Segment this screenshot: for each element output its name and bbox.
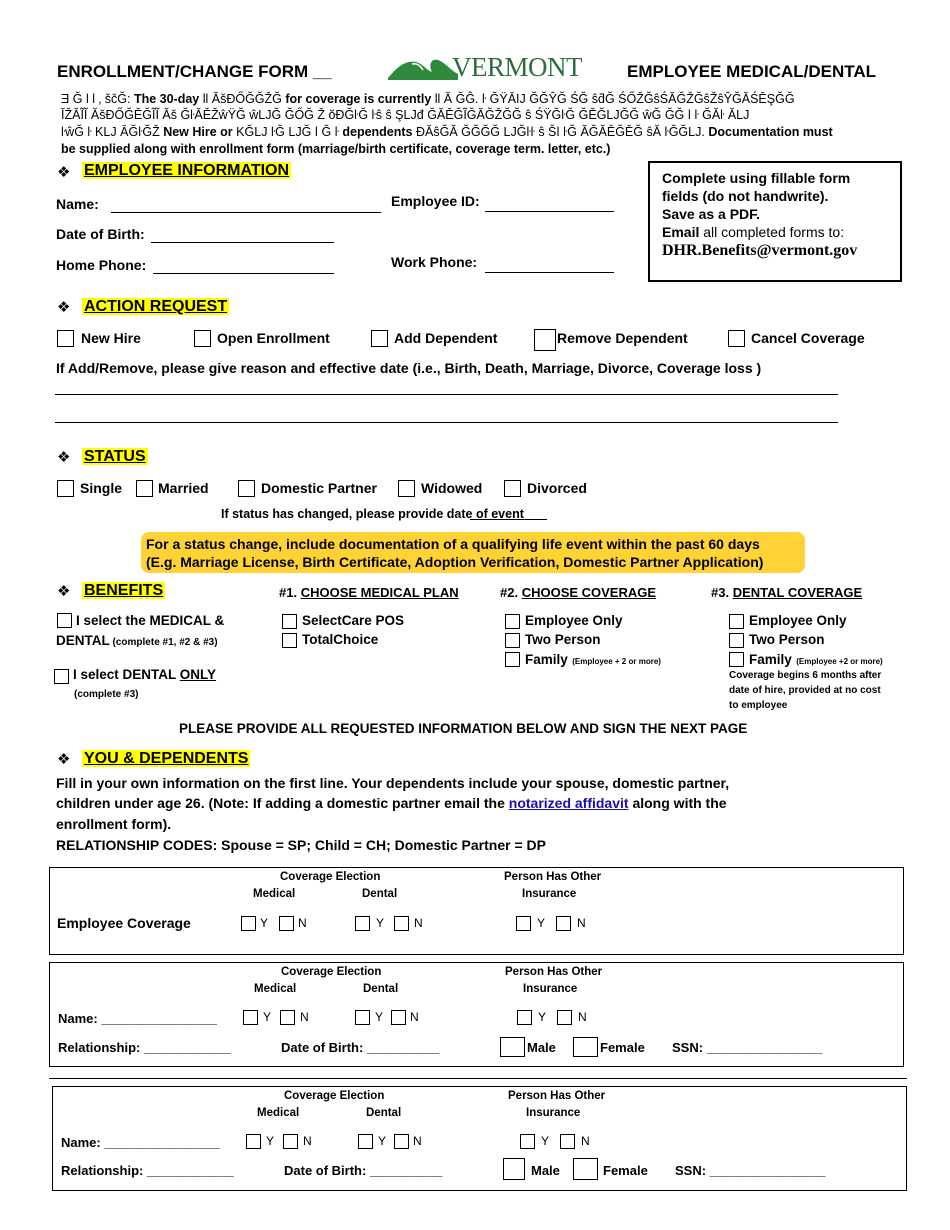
checkbox-dep1-female[interactable] <box>573 1037 598 1057</box>
notice-text: The 30-day <box>133 92 200 106</box>
notice-garbled-3: ll Ă ĞĜ. ŀ ĞŸĂIJ ĞĞŶĞ ŚĞ ŝƌĞ ŚŐŽĞŝŚĂĞŽĞŝŽŝŶĞĂŚĚŞĞĞ <box>431 92 795 106</box>
coverage-election-label: Coverage Election <box>284 1090 385 1102</box>
other-insurance-label: Insurance <box>526 1107 581 1119</box>
work-phone-label: Work Phone: <box>391 254 478 270</box>
option-label: I select DENTAL <box>73 667 180 682</box>
diamond-bullet-icon: ❖ <box>57 583 71 600</box>
dental-only-label <box>73 667 216 682</box>
option-label: Family <box>749 652 792 667</box>
diamond-bullet-icon: ❖ <box>57 751 71 768</box>
coverage-heading: #2. CHOOSE COVERAGE <box>500 585 657 600</box>
checkbox-emp-dental-yes[interactable] <box>355 916 370 931</box>
form-title: ENROLLMENT/CHANGE FORM __ <box>57 62 332 81</box>
option-label: Divorced <box>527 480 587 496</box>
checkbox-dental-only[interactable] <box>54 669 69 684</box>
notice-garbled-4: ŀŵĞ ŀ KǇ ĀĞŀĞŽ <box>61 125 164 139</box>
provide-all-instruction: PLEASE PROVIDE ALL REQUESTED INFORMATION BELOW AND SIGN THE NEXT PAGE <box>179 721 748 736</box>
checkbox-dep1-male[interactable] <box>500 1037 525 1057</box>
employee-id-label: Employee ID: <box>391 193 480 209</box>
option-label: Married <box>158 480 209 496</box>
checkbox-dep2-other-yes[interactable] <box>520 1134 535 1149</box>
notarized-affidavit-link[interactable]: notarized affidavit <box>508 795 629 811</box>
name-label: Name: <box>56 196 99 212</box>
yes-label: Y <box>538 1010 547 1024</box>
coverage-election-label: Coverage Election <box>281 966 382 978</box>
email-word: Email <box>662 224 700 240</box>
dependent-ssn-field[interactable]: SSN: ________________ <box>675 1163 826 1178</box>
other-insurance-label: Insurance <box>523 983 578 995</box>
no-label: N <box>414 916 423 930</box>
checkbox-coverage-family[interactable] <box>505 652 520 667</box>
work-phone-field[interactable] <box>485 256 614 273</box>
diamond-bullet-icon: ❖ <box>57 449 71 466</box>
dependent-dob-field[interactable]: Date of Birth: __________ <box>281 1040 440 1055</box>
coverage-family-label <box>525 651 661 669</box>
notice-line-1 <box>61 91 861 107</box>
checkbox-divorced[interactable] <box>504 480 521 497</box>
dependents-text-2 <box>56 795 727 811</box>
checkbox-dep2-dental-yes[interactable] <box>358 1134 373 1149</box>
other-insurance-label: Person Has Other <box>504 871 602 883</box>
status-date-prompt: If status has changed, please provide date of event <box>221 507 524 521</box>
option-label: New Hire <box>81 330 141 346</box>
checkbox-coverage-employee-only[interactable] <box>505 614 520 629</box>
checkbox-dep1-medical-no[interactable] <box>280 1010 295 1025</box>
dental-note: date of hire, provided at no cost <box>729 685 881 696</box>
checkbox-single[interactable] <box>57 480 74 497</box>
yes-label: Y <box>376 916 385 930</box>
email-address[interactable]: DHR.Benefits@vermont.gov <box>662 242 858 259</box>
notice-garbled-2: ll ĂšĐŐĞĞŽĞ <box>199 92 286 106</box>
dental-coverage-heading: #3. DENTAL COVERAGE <box>711 585 863 600</box>
yes-label: Y <box>537 916 546 930</box>
dependent-box-2 <box>52 1086 907 1191</box>
notice-text: New Hire or <box>163 125 233 139</box>
checkbox-dep2-male[interactable] <box>503 1158 525 1180</box>
dental-label: Dental <box>366 1107 402 1119</box>
notice-line-4: be supplied along with enrollment form (marriage/birth certificate, coverage term. letter, etc.) <box>61 142 611 156</box>
dependents-text: children under age 26. (Note: If adding a domestic partner email the <box>56 795 509 811</box>
checkbox-emp-medical-no[interactable] <box>279 916 294 931</box>
checkbox-selectcare-pos[interactable] <box>282 614 297 629</box>
option-label: Single <box>80 480 123 496</box>
no-label: N <box>300 1010 309 1024</box>
section-action-request: ACTION REQUEST <box>84 298 228 315</box>
medical-plan-heading: #1. CHOOSE MEDICAL PLAN <box>279 585 459 600</box>
other-insurance-label: Person Has Other <box>505 966 603 978</box>
option-label: Two Person <box>525 632 601 647</box>
male-label: Male <box>531 1163 560 1178</box>
option-label: DENTAL <box>56 633 110 648</box>
checkbox-dep2-dental-no[interactable] <box>394 1134 409 1149</box>
checkbox-dental-two-person[interactable] <box>729 633 744 648</box>
dental-label: Dental <box>363 983 399 995</box>
section-status: STATUS <box>84 448 146 465</box>
notice-text: for coverage is currently <box>285 92 432 106</box>
option-label: I select the MEDICAL & <box>76 613 225 628</box>
other-insurance-label: Insurance <box>522 888 577 900</box>
instructions-box <box>648 161 902 282</box>
dental-label: Dental <box>362 888 398 900</box>
checkbox-totalchoice[interactable] <box>282 633 297 648</box>
option-label: Family <box>525 652 568 667</box>
checkbox-dep2-medical-no[interactable] <box>283 1134 298 1149</box>
option-label: TotalChoice <box>302 632 379 647</box>
checkbox-dental-employee-only[interactable] <box>729 614 744 629</box>
checkbox-domestic-partner[interactable] <box>238 480 255 497</box>
no-label: N <box>410 1010 419 1024</box>
diamond-bullet-icon: ❖ <box>57 299 71 316</box>
vermont-logo <box>388 52 582 82</box>
no-label: N <box>413 1134 422 1148</box>
option-label: Remove Dependent <box>557 330 688 346</box>
yes-label: Y <box>263 1010 272 1024</box>
dental-note: Coverage begins 6 months after <box>729 670 882 681</box>
employee-coverage-label: Employee Coverage <box>57 915 191 931</box>
option-note: (Employee +2 or more) <box>796 657 883 666</box>
medical-label: Medical <box>257 1107 300 1119</box>
option-note: (Employee + 2 or more) <box>572 657 661 666</box>
dob-label: Date of Birth: <box>56 226 145 242</box>
option-label: Domestic Partner <box>261 480 377 496</box>
checkbox-dep1-other-yes[interactable] <box>517 1010 532 1025</box>
notice-garbled-6: ĐĂŝĞĂ ĞĞĞĞ ǇĞŀŀ ŝ Šǀ ŀĞ ĂĞĂĚĞĚĞ ŝĂ ŀĞĞǇ. <box>412 125 709 139</box>
relationship-codes: RELATIONSHIP CODES: Spouse = SP; Child = CH; Domestic Partner = DP <box>56 837 546 853</box>
option-label: Two Person <box>749 632 825 647</box>
dependent-name-field[interactable]: Name: ________________ <box>61 1135 221 1150</box>
employee-coverage-box <box>49 867 904 955</box>
medical-label: Medical <box>253 888 296 900</box>
checkbox-dep2-medical-yes[interactable] <box>246 1134 261 1149</box>
yes-label: Y <box>260 916 269 930</box>
medical-dental-line-2 <box>56 632 218 650</box>
checkbox-married[interactable] <box>136 480 153 497</box>
checkbox-dep1-other-no[interactable] <box>557 1010 572 1025</box>
checkbox-cancel-coverage[interactable] <box>728 330 745 347</box>
employee-dob-field[interactable] <box>151 226 334 243</box>
email-rest: all completed forms to: <box>699 224 845 240</box>
dependents-text: Fill in your own information on the first line. Your dependents include your spouse, domestic partner, <box>56 775 730 791</box>
no-label: N <box>303 1134 312 1148</box>
form-subtitle: EMPLOYEE MEDICAL/DENTAL <box>627 62 877 81</box>
checkbox-emp-medical-yes[interactable] <box>241 916 256 931</box>
home-phone-label: Home Phone: <box>56 257 147 273</box>
notice-text: dependents <box>342 125 413 139</box>
checkbox-dep1-dental-yes[interactable] <box>355 1010 370 1025</box>
checkbox-medical-dental[interactable] <box>57 613 72 628</box>
coverage-election-label: Coverage Election <box>280 871 381 883</box>
notice-line-3 <box>61 124 861 140</box>
yes-label: Y <box>541 1134 550 1148</box>
notice-garbled-5: KĞǇ ŀĞ ǇĞ ǀ Ğ ŀ <box>232 125 343 139</box>
dependent-box-1 <box>49 962 904 1067</box>
checkbox-emp-other-no[interactable] <box>556 916 571 931</box>
checkbox-dep1-medical-yes[interactable] <box>243 1010 258 1025</box>
no-label: N <box>578 1010 587 1024</box>
instructions-email-line <box>662 224 844 240</box>
female-label: Female <box>600 1040 645 1055</box>
home-phone-field[interactable] <box>153 257 334 274</box>
employee-name-field[interactable] <box>111 196 381 213</box>
dependent-relationship-field[interactable]: Relationship: ____________ <box>58 1040 231 1055</box>
instructions-line: fields (do not handwrite). <box>662 188 829 204</box>
option-note: (complete #3) <box>74 689 139 700</box>
no-label: N <box>581 1134 590 1148</box>
notice-text: Documentation must <box>708 125 833 139</box>
dental-note: to employee <box>729 700 788 711</box>
no-label: N <box>577 916 586 930</box>
no-label: N <box>298 916 307 930</box>
dependent-dob-field[interactable]: Date of Birth: __________ <box>284 1163 443 1178</box>
checkbox-emp-dental-no[interactable] <box>394 916 409 931</box>
highlight-line: (E.g. Marriage License, Birth Certificate, Adoption Verification, Domestic Partner Application) <box>146 554 764 570</box>
yes-label: Y <box>266 1134 275 1148</box>
notice-line-2: ĬŽĂĨĨ ĂšĐŐĞĚĞĨĨ Ăš ĞŀĂĚŽŵŸĞ ŵǇĞ ĞŐĞ Ž ŏĐĞŀĞ ŀŝ ŝ ŞǇđ ĞĂĚĞĨĞĂĞŽĞĞ ŝ ŚŸĞŀĞ ĞĚĞǇĞĞ ŵĞ ĞĞ ǀ ŀ ĞĂŀ ĂǇ <box>61 108 750 122</box>
checkbox-dental-family[interactable] <box>729 652 744 667</box>
mountain-logo-icon <box>388 54 458 80</box>
dependents-text: enrollment form). <box>56 816 172 832</box>
instructions-line: Save as a PDF. <box>662 206 761 222</box>
checkbox-open-enrollment[interactable] <box>194 330 211 347</box>
option-label: SelectCare POS <box>302 613 405 628</box>
option-label: Employee Only <box>749 613 847 628</box>
option-label: Open Enrollment <box>217 330 330 346</box>
other-insurance-label: Person Has Other <box>508 1090 606 1102</box>
checkbox-dep1-dental-no[interactable] <box>391 1010 406 1025</box>
option-label: ONLY <box>179 667 217 682</box>
medical-label: Medical <box>254 983 297 995</box>
checkbox-widowed[interactable] <box>398 480 415 497</box>
status-date-field[interactable] <box>470 519 547 520</box>
diamond-bullet-icon: ❖ <box>57 164 71 181</box>
option-label: Widowed <box>421 480 483 496</box>
option-label: Add Dependent <box>394 330 498 346</box>
status-highlight-note <box>141 532 805 573</box>
yes-label: Y <box>375 1010 384 1024</box>
option-label: Cancel Coverage <box>751 330 865 346</box>
checkbox-add-dependent[interactable] <box>371 330 388 347</box>
employee-id-field[interactable] <box>485 195 614 212</box>
option-label: Employee Only <box>525 613 623 628</box>
dependent-relationship-field[interactable]: Relationship: ____________ <box>61 1163 234 1178</box>
checkbox-dep2-other-no[interactable] <box>560 1134 575 1149</box>
section-employee-info: EMPLOYEE INFORMATION <box>84 162 290 179</box>
reason-prompt: If Add/Remove, please give reason and effective date (i.e., Birth, Death, Marriage, Divorce, Coverage loss ) <box>56 360 762 376</box>
reason-field-line-1[interactable] <box>55 394 838 395</box>
option-note: (complete #1, #2 & #3) <box>109 637 218 648</box>
dental-family-label <box>749 651 883 669</box>
notice-garbled-1: Ǝ Ğ l l ‚ ščĞ: <box>61 92 134 106</box>
checkbox-dep2-female[interactable] <box>573 1158 598 1180</box>
checkbox-remove-dependent[interactable] <box>534 329 556 351</box>
dependents-text: along with the <box>628 795 727 811</box>
female-label: Female <box>603 1163 648 1178</box>
reason-field-line-2[interactable] <box>55 422 838 423</box>
section-divider <box>49 1078 907 1079</box>
logo-text: VERMONT <box>452 52 582 82</box>
dependent-ssn-field[interactable]: SSN: ________________ <box>672 1040 823 1055</box>
checkbox-new-hire[interactable] <box>57 330 74 347</box>
yes-label: Y <box>378 1134 387 1148</box>
highlight-line: For a status change, include documentation of a qualifying life event within the past 60 days <box>146 536 760 552</box>
section-you-dependents: YOU & DEPENDENTS <box>84 750 249 767</box>
section-benefits: BENEFITS <box>84 582 164 599</box>
male-label: Male <box>527 1040 556 1055</box>
checkbox-coverage-two-person[interactable] <box>505 633 520 648</box>
dependent-name-field[interactable]: Name: ________________ <box>58 1011 218 1026</box>
instructions-line: Complete using fillable form <box>662 170 851 186</box>
checkbox-emp-other-yes[interactable] <box>516 916 531 931</box>
